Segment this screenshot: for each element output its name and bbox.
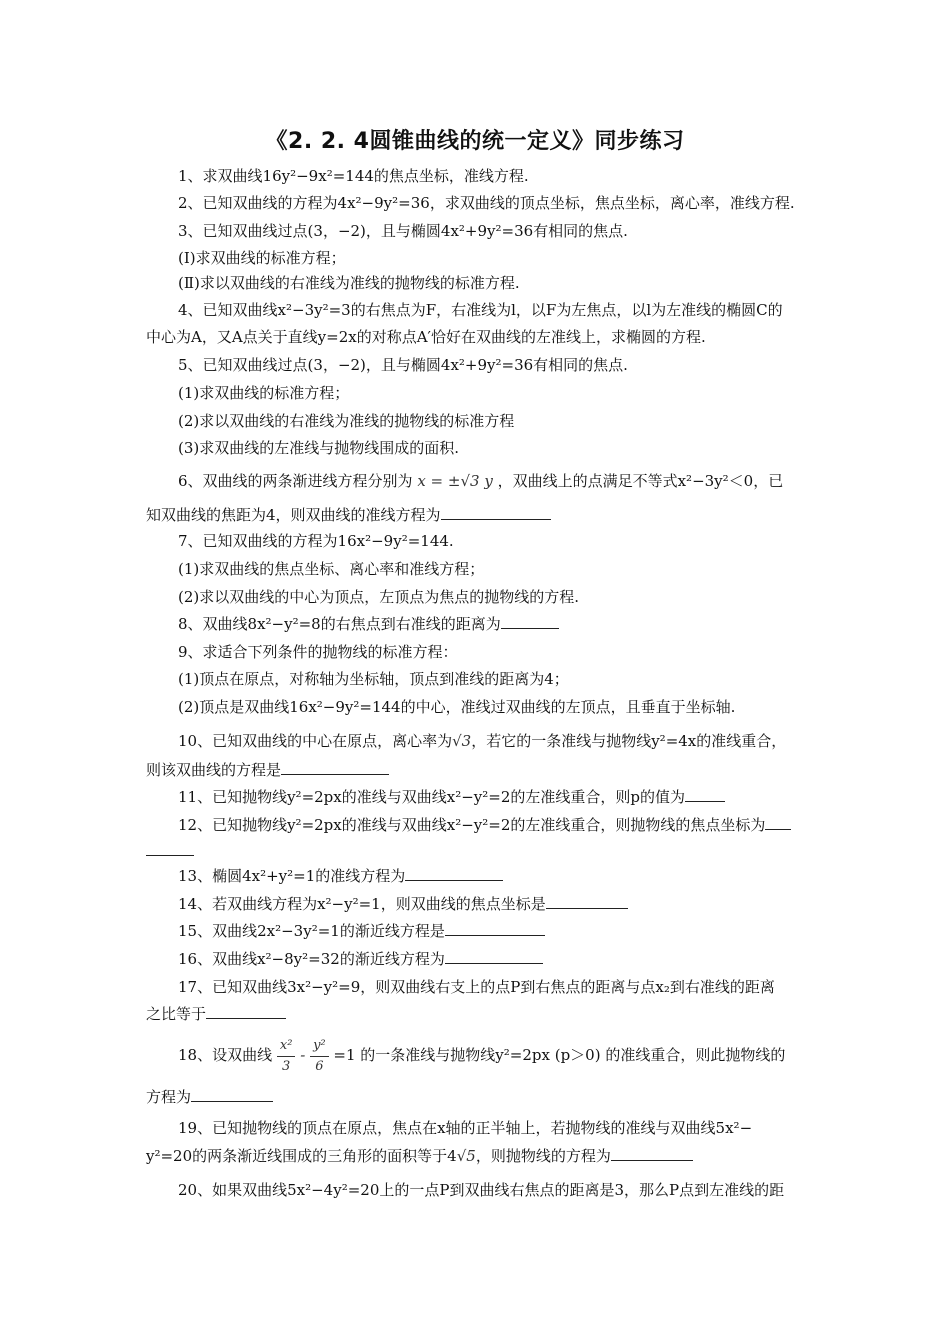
question-9-part-1: (1)顶点在原点，对称轴为坐标轴，顶点到准线的距离为4； [178, 670, 569, 688]
question-7-part-2: (2)求以双曲线的中心为顶点，左顶点为焦点的抛物线的方程. [178, 588, 580, 606]
question-12-blank-continued [146, 841, 194, 861]
answer-blank [685, 787, 725, 802]
question-8 [178, 614, 559, 634]
question-17-text: 之比等于 [146, 1005, 207, 1023]
question-19-line-2 [146, 1146, 693, 1166]
page-title: 《2. 2. 4圆锥曲线的统一定义》同步练习 [265, 129, 685, 154]
question-10-text-a: 10、已知双曲线的中心在原点，离心率为 [178, 732, 453, 750]
question-19-text-a: y²=20的两条渐近线围成的三角形的面积等于4 [146, 1147, 457, 1165]
question-18-text-a: 18、设双曲线 [178, 1046, 273, 1064]
question-7-part-1: (1)求双曲线的焦点坐标、离心率和准线方程； [178, 560, 485, 578]
question-6-text-a: 6、双曲线的两条渐进线方程分别为 [178, 472, 413, 490]
question-14-text: 14、若双曲线方程为x²−y²=1，则双曲线的焦点坐标是 [178, 895, 546, 913]
question-3: 3、已知双曲线过点(3，−2)，且与椭圆4x²+9y²=36有相同的焦点. [178, 222, 628, 240]
question-10-text-c: 则该双曲线的方程是 [146, 761, 282, 779]
question-16-text: 16、双曲线x²−8y²=32的渐近线方程为 [178, 950, 445, 968]
question-11 [178, 787, 725, 807]
answer-blank [546, 894, 628, 909]
question-16 [178, 949, 543, 969]
fraction-numerator: y² [310, 1036, 329, 1057]
answer-blank [405, 866, 503, 881]
question-1: 1、求双曲线16y²−9x²=144的焦点坐标，准线方程. [178, 167, 529, 185]
question-5-part-1: (1)求双曲线的标准方程； [178, 384, 350, 402]
question-5-part-3: (3)求双曲线的左准线与抛物线围成的面积. [178, 439, 460, 457]
question-18-line-2 [146, 1087, 273, 1107]
fraction-numerator: x² [277, 1036, 296, 1057]
question-3-part-2: (Ⅱ)求以双曲线的右准线为准线的抛物线的标准方程. [178, 274, 520, 292]
answer-blank [501, 614, 559, 629]
question-13 [178, 866, 503, 886]
fraction-y2-over-6 [310, 1036, 329, 1077]
answer-blank [441, 505, 551, 520]
question-19-line-1: 19、已知抛物线的顶点在原点，焦点在x轴的正半轴上，若抛物线的准线与双曲线5x²− [178, 1119, 753, 1137]
minus-sign: - [300, 1046, 306, 1064]
question-15-text: 15、双曲线2x²−3y²=1的渐近线方程是 [178, 922, 445, 940]
answer-blank [445, 949, 543, 964]
question-18-line-1 [178, 1034, 785, 1076]
question-9: 9、求适合下列条件的抛物线的标准方程： [178, 643, 458, 661]
answer-blank [191, 1087, 273, 1102]
question-20: 20、如果双曲线5x²−4y²=20上的一点P到双曲线右焦点的距离是3，那么P点到左准线的距 [178, 1181, 785, 1199]
answer-blank [281, 760, 389, 775]
question-5-part-2: (2)求以双曲线的右准线为准线的抛物线的标准方程 [178, 412, 515, 430]
sqrt3-value: √3 [452, 732, 472, 750]
question-15 [178, 921, 545, 941]
question-10-text-b: ，若它的一条准线与抛物线y²=4x的准线重合， [471, 732, 787, 750]
question-12-text: 12、已知抛物线y²=2px的准线与双曲线x²−y²=2的左准线重合，则抛物线的焦点坐标为 [178, 816, 766, 834]
question-12 [178, 815, 791, 835]
answer-blank [765, 815, 791, 830]
answer-blank [206, 1004, 286, 1019]
sqrt5-value: √5 [456, 1147, 476, 1165]
answer-blank [445, 921, 545, 936]
question-10-line-2 [146, 760, 389, 780]
question-2: 2、已知双曲线的方程为4x²−9y²=36，求双曲线的顶点坐标，焦点坐标，离心率，准线方程. [178, 194, 795, 212]
question-3-part-1: (Ⅰ)求双曲线的标准方程； [178, 249, 346, 267]
answer-blank [611, 1146, 693, 1161]
question-18-text-b: =1 的一条准线与抛物线y²=2px (p＞0) 的准线重合，则此抛物线的 [333, 1046, 786, 1064]
question-5: 5、已知双曲线过点(3，−2)，且与椭圆4x²+9y²=36有相同的焦点. [178, 356, 628, 374]
asymptote-formula: x = ±√3 y [417, 472, 493, 490]
fraction-denominator: 6 [315, 1058, 324, 1074]
question-4-line-1: 4、已知双曲线x²−3y²=3的右焦点为F，右准线为l，以F为左焦点，以l为左准线的椭圆C的 [178, 301, 783, 319]
question-6-line-1 [178, 471, 783, 491]
fraction-denominator: 3 [282, 1058, 291, 1074]
question-17-line-2 [146, 1004, 286, 1024]
question-14 [178, 894, 628, 914]
question-11-text: 11、已知抛物线y²=2px的准线与双曲线x²−y²=2的左准线重合，则p的值为 [178, 788, 685, 806]
question-17-line-1: 17、已知双曲线3x²−y²=9，则双曲线右支上的点P到右焦点的距离与点x₂到右准线的距离 [178, 978, 775, 996]
question-6-text-b: ，双曲线上的点满足不等式x²−3y²＜0，已 [497, 472, 784, 490]
question-9-part-2: (2)顶点是双曲线16x²−9y²=144的中心，准线过双曲线的左顶点，且垂直于坐标轴. [178, 698, 736, 716]
question-19-text-b: ，则抛物线的方程为 [475, 1147, 611, 1165]
question-4-line-2: 中心为A，又A点关于直线y=2x的对称点A′恰好在双曲线的左准线上，求椭圆的方程. [146, 328, 706, 346]
question-13-text: 13、椭圆4x²+y²=1的准线方程为 [178, 867, 406, 885]
answer-blank [146, 841, 194, 856]
question-6-text-c: 知双曲线的焦距为4，则双曲线的准线方程为 [146, 506, 441, 524]
question-6-line-2 [146, 505, 551, 525]
fraction-x2-over-3 [277, 1036, 296, 1077]
question-18-text-c: 方程为 [146, 1088, 192, 1106]
question-10-line-1 [178, 731, 786, 751]
question-8-text: 8、双曲线8x²−y²=8的右焦点到右准线的距离为 [178, 615, 501, 633]
question-7: 7、已知双曲线的方程为16x²−9y²=144. [178, 532, 454, 550]
